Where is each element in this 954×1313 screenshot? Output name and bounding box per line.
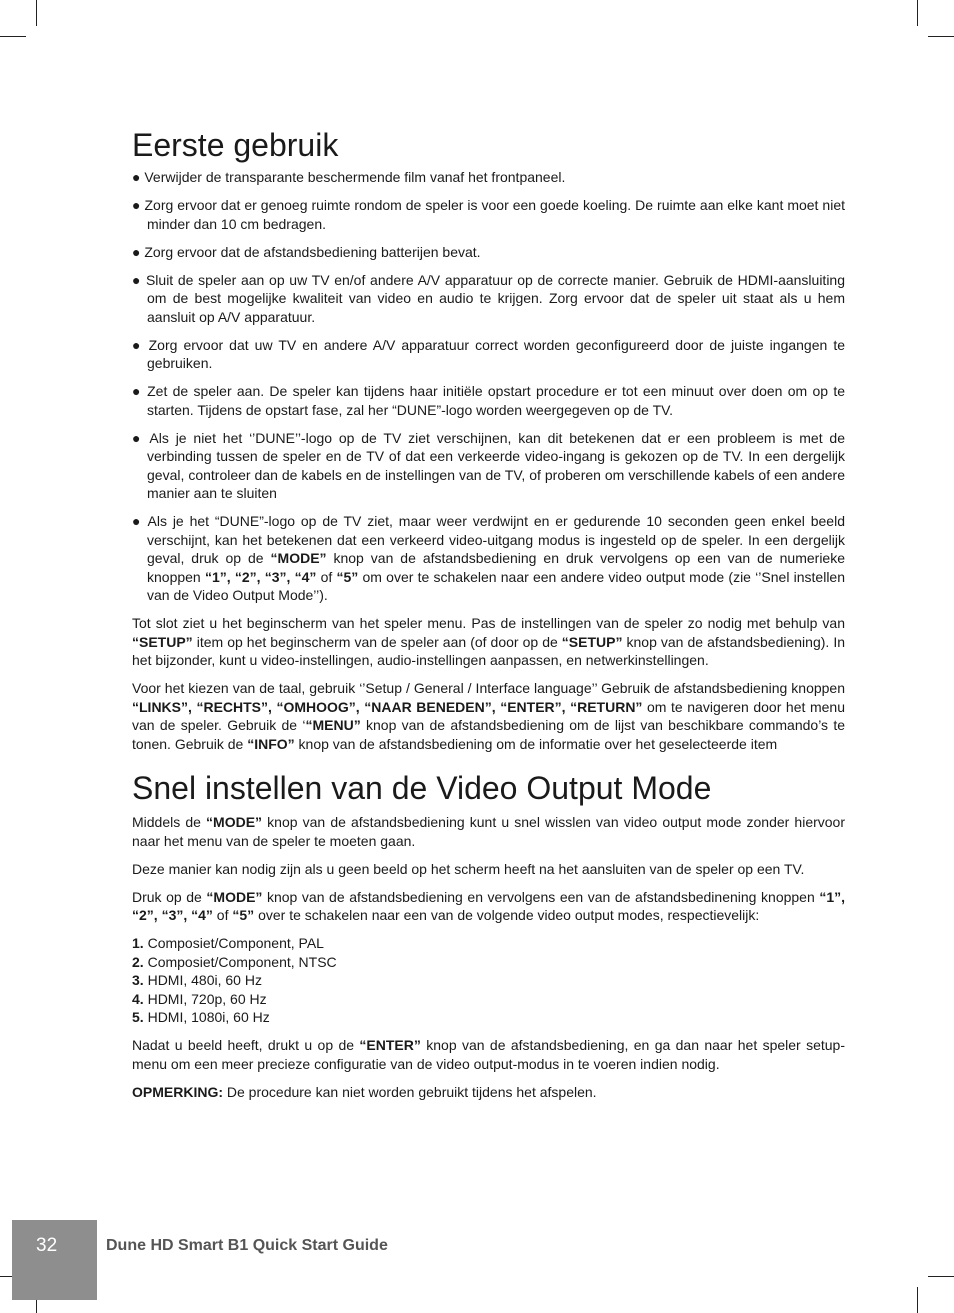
- page-number-box: [12, 1220, 97, 1300]
- crop-mark: [917, 0, 918, 26]
- text-run: Composiet/Component, NTSC: [143, 953, 337, 970]
- bold-text: “MODE”: [270, 550, 327, 566]
- text-run: ● Zorg ervoor dat uw TV en andere A/V apparatuur correct worden geconfigureerd door de juiste ingangen te gebruiken.: [132, 336, 845, 371]
- text-run: knop van de afstandsbediening en vervolgens een van de afstandsbedinening knoppen: [262, 888, 820, 905]
- bold-text: 2.: [132, 953, 144, 970]
- bold-text: “5”: [232, 907, 255, 923]
- note-paragraph: [132, 1083, 845, 1102]
- video-mode-list: [132, 934, 845, 1027]
- page-number: 32: [36, 1235, 58, 1256]
- bold-text: “MENU”: [305, 717, 361, 733]
- bold-text: “MODE”: [206, 888, 263, 905]
- bold-text: “SETUP”: [132, 633, 193, 650]
- text-run: HDMI, 480i, 60 Hz: [143, 972, 262, 988]
- bold-text: 4.: [132, 990, 144, 1007]
- text-run: knop van de afstandsbediening kunt u snel wisslen van video output mode zonder hiervoor naar het menu van de speler te moeten gaan.: [132, 814, 846, 849]
- bold-text: “1”, “2”, “3”, “4”: [204, 568, 317, 585]
- bold-text: “LINKS”, “RECHTS”, “OMHOOG”, “NAAR BENEDEN”, “ENTER”, “RETURN”: [132, 698, 643, 715]
- bullet-item: [132, 512, 845, 605]
- text-run: knop van de afstandsbediening). In het bijzonder, kunt u video-instellingen, audio-instellingen aanpassen, en netwerkinstellingen.: [132, 633, 845, 668]
- paragraph-mode-intro: [132, 813, 845, 850]
- crop-mark: [917, 1287, 918, 1313]
- bold-text: “SETUP”: [561, 633, 623, 650]
- section-title-video-output-mode: Snel instellen van de Video Output Mode: [132, 770, 712, 806]
- text-run: of: [316, 568, 337, 585]
- bullet-item: [132, 271, 845, 327]
- text-run: Composiet/Component, PAL: [143, 935, 324, 951]
- text-run: item op het beginscherm van de speler aan (of door op de: [192, 633, 562, 650]
- section-title-eerste-gebruik: Eerste gebruik: [132, 127, 339, 163]
- list-item: [132, 953, 845, 972]
- text-run: ● Sluit de speler aan op uw TV en/of andere A/V apparatuur op de correcte manier. Gebruik de HDMI-aansluiting om de best mogelijke kwaliteit van video en audio te krijgen. Zorg ervoor dat de speler uit staat als u hem aansluit op A/V apparatuur.: [132, 271, 845, 325]
- text-run: of: [212, 907, 233, 923]
- list-item: [132, 934, 845, 953]
- paragraph-mode-keys: [132, 888, 845, 925]
- text-run: knop van de afstandsbediening en druk vervolgens op een van de numerieke knoppen: [147, 550, 845, 585]
- bold-text: OPMERKING:: [132, 1083, 223, 1100]
- paragraph-enter: [132, 1036, 845, 1073]
- paragraph-setup-menu: [132, 614, 845, 670]
- crop-mark: [928, 36, 954, 37]
- text-run: om over te schakelen naar een andere video output mode (zie ‘’Snel instellen van de Video Output Mode’’).: [147, 568, 846, 603]
- bullet-item: [132, 243, 845, 262]
- bullet-item: [132, 168, 845, 187]
- text-run: Druk op de: [132, 888, 207, 905]
- crop-mark: [928, 1276, 954, 1277]
- text-run: ● Als je niet het ‘’DUNE’’-logo op de TV ziet verschijnen, kan dit betekenen dat er een probleem is met de verbinding tussen de speler en de TV of dat een verkeerde video-ingang is gekozen op de TV. In een dergelijk geval, controleer dan de kabels en de instellingen van de TV, of proberen om verschillende kabels of een andere manier aan te sluiten: [132, 429, 845, 501]
- text-run: De procedure kan niet worden gebruikt tijdens het afspelen.: [223, 1083, 597, 1100]
- text-run: ● Als je het “DUNE”-logo op de TV ziet, maar weer verdwijnt en er gedurende 10 seconden geen enkel beeld verschijnt, kan het betekenen dat een verkeerd video-uitgang modus is ingesteld op de speler. In een dergelijk geval, druk op de: [132, 513, 845, 566]
- bullet-item: [132, 382, 845, 419]
- text-run: ● Zet de speler aan. De speler kan tijdens haar initiële opstart procedure er tot een minuut over doen om op te starten. Tijdens de opstart fase, zal her “DUNE”-logo worden weergegeven op de TV.: [132, 383, 845, 418]
- text-run: knop van de afstandsbediening om de lijst van beschikbare commando’s te tonen. Gebruik de: [132, 717, 845, 752]
- page-content: [132, 126, 845, 1111]
- text-run: ● Zorg ervoor dat er genoeg ruimte rondom de speler is voor een goede koeling. De ruimte aan elke kant moet niet minder dan 10 cm bedragen.: [132, 197, 845, 232]
- setup-steps: [132, 168, 845, 605]
- bold-text: “ENTER”: [359, 1037, 421, 1053]
- paragraph-language: [132, 679, 845, 753]
- list-item: [132, 971, 845, 990]
- text-run: Middels de: [132, 814, 207, 830]
- bold-text: 3.: [132, 972, 144, 988]
- bold-text: “5”: [336, 568, 359, 585]
- text-run: ● Verwijder de transparante beschermende film vanaf het frontpaneel.: [132, 169, 566, 185]
- list-item: [132, 1008, 845, 1027]
- guide-title: Dune HD Smart B1 Quick Start Guide: [106, 1237, 388, 1254]
- list-item: [132, 990, 845, 1009]
- text-run: ● Zorg ervoor dat de afstandsbediening batterijen bevat.: [132, 243, 481, 260]
- bold-text: 1.: [132, 935, 144, 951]
- text-run: HDMI, 720p, 60 Hz: [143, 990, 267, 1007]
- paragraph-no-picture: [132, 860, 845, 879]
- crop-mark: [36, 0, 37, 26]
- text-run: om te navigeren door het menu van de speler. Gebruik de ‘: [132, 698, 845, 733]
- bold-text: 5.: [132, 1009, 144, 1025]
- text-run: Deze manier kan nodig zijn als u geen beeld op het scherm heeft na het aansluiten van de speler op een TV.: [132, 860, 805, 877]
- text-run: knop van de afstandsbediening, en ga dan naar het speler setup-menu om een meer precieze configuratie van de video output-modus in te voeren indien nodig.: [132, 1037, 845, 1072]
- text-run: Nadat u beeld heeft, drukt u op de: [132, 1037, 360, 1053]
- bullet-item: [132, 429, 845, 503]
- bullet-item: [132, 336, 845, 373]
- text-run: knop van de afstandsbediening om de informatie over het geselecteerde item: [294, 735, 778, 752]
- bold-text: “1”, “2”, “3”, “4”: [132, 888, 846, 923]
- text-run: Tot slot ziet u het beginscherm van het speler menu. Pas de instellingen van de speler zo nodig met behulp van: [132, 615, 845, 631]
- text-run: HDMI, 1080i, 60 Hz: [143, 1009, 270, 1025]
- text-run: over te schakelen naar een van de volgende video output modes, respectievelijk:: [254, 907, 760, 923]
- crop-mark: [0, 36, 26, 37]
- text-run: Voor het kiezen van de taal, gebruik ‘’Setup / General / Interface language’’ Gebruik de afstandsbediening knoppen: [132, 680, 845, 696]
- bold-text: “INFO”: [247, 735, 295, 752]
- bullet-item: [132, 196, 845, 233]
- bold-text: “MODE”: [206, 814, 263, 830]
